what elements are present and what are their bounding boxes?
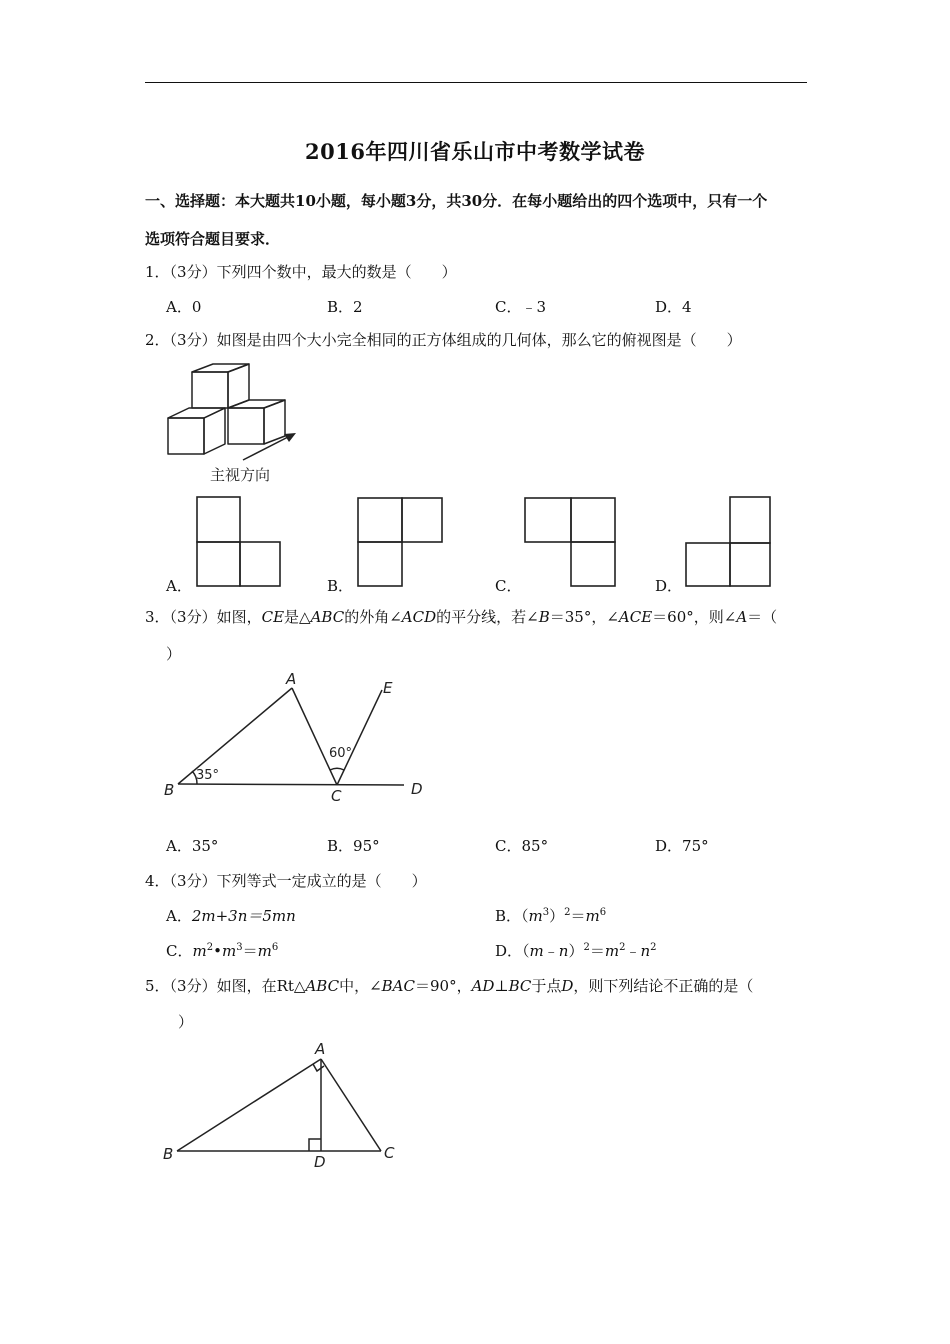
point-a-label: A: [315, 1040, 326, 1058]
question-4-option-c[interactable]: C．$m^2•m^3=m^6$: [166, 942, 279, 960]
question-1-option-b[interactable]: B．2: [327, 298, 363, 316]
question-3-option-b[interactable]: B．95°: [327, 837, 380, 855]
point-c-label: C: [384, 1144, 395, 1162]
view-direction-label: 主视方向: [210, 466, 271, 484]
section-heading-line1: 一、选择题：本大题共10小题，每小题3分，共30分．在每小题给出的四个选项中，只有一个: [145, 192, 768, 210]
question-1-option-c[interactable]: C．﹣3: [495, 298, 547, 316]
question-2-stem: 2．（3分）如图是由四个大小完全相同的正方体组成的几何体，那么它的俯视图是（ ）: [145, 331, 742, 349]
question-1-option-a[interactable]: A．0: [166, 298, 202, 316]
page-title: 2016年四川省乐山市中考数学试卷: [305, 139, 645, 164]
question-3-option-a[interactable]: A．35°: [166, 837, 219, 855]
section-heading-line2: 选项符合题目要求．: [145, 230, 281, 248]
segment-ac: [321, 1059, 381, 1151]
question-3-stem: 3．（3分）如图，CE是△ABC的外角∠ACD的平分线，若∠B＝35°，∠ACE＝60°，则∠A＝（: [145, 608, 778, 626]
question-3-option-d[interactable]: D．75°: [655, 837, 709, 855]
point-b-label: B: [163, 1145, 174, 1163]
question-2-option-a[interactable]: A．: [166, 577, 192, 595]
point-d-label: D: [411, 780, 423, 798]
angle-c-label: 60°: [329, 746, 353, 761]
point-e-label: E: [383, 679, 393, 697]
angle-b-label: 35°: [196, 768, 220, 783]
point-c-label: C: [331, 787, 342, 805]
right-angle-mark-d: [309, 1139, 321, 1151]
question-4-stem: 4．（3分）下列等式一定成立的是（ ）: [145, 872, 427, 890]
question-3-option-c[interactable]: C．85°: [495, 837, 549, 855]
right-angle-mark-a: [313, 1064, 324, 1071]
question-2-option-c[interactable]: C．: [495, 577, 522, 595]
question-2-option-d[interactable]: D．: [655, 577, 683, 595]
question-4-option-a[interactable]: A．2m+3n＝5mn: [166, 907, 296, 925]
point-d-label: D: [314, 1153, 326, 1171]
question-5-stem: 5．（3分）如图，在Rt△ABC中，∠BAC＝90°，AD⊥BC于点D，则下列结论不正确的是（: [145, 977, 754, 995]
question-1-option-d[interactable]: D．4: [655, 298, 692, 316]
question-5-stem-continued: ）: [178, 1013, 194, 1031]
point-b-label: B: [164, 781, 175, 799]
question-4-option-d[interactable]: D．$(m﹣n)^2=m^2﹣n^2$: [495, 942, 657, 960]
point-a-label: A: [286, 670, 297, 688]
question-2-option-b[interactable]: B．: [327, 577, 354, 595]
question-1-stem: 1．（3分）下列四个数中，最大的数是（ ）: [145, 263, 457, 281]
question-3-stem-continued: ）: [166, 645, 182, 663]
question-4-option-b[interactable]: B．$(m^3)^2=m^6$: [495, 907, 607, 925]
segment-ba: [177, 1059, 321, 1151]
